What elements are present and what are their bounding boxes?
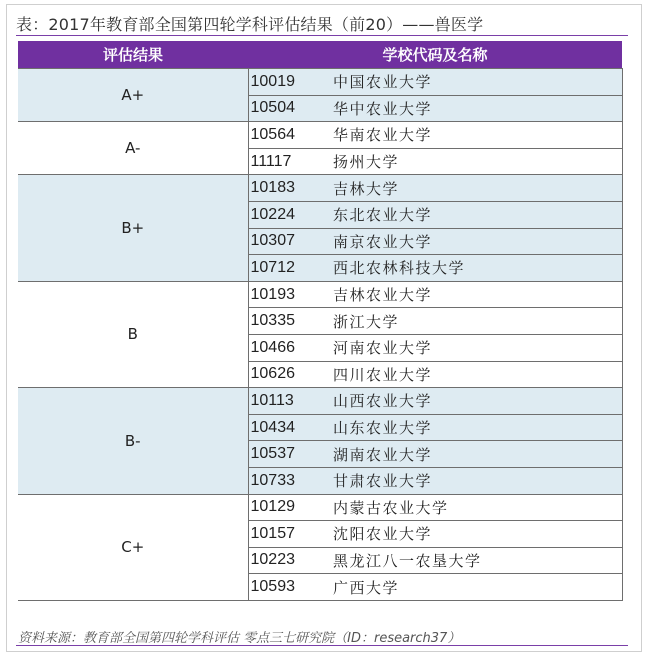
- school-name-cell: 湖南农业大学: [327, 441, 622, 468]
- school-code-cell: 10564: [248, 122, 327, 149]
- school-code-cell: 10157: [248, 521, 327, 548]
- table-row: [18, 175, 622, 202]
- school-code-cell: 10733: [248, 467, 327, 494]
- header-school: 学校代码及名称: [248, 41, 622, 69]
- bottom-rule: [16, 645, 628, 646]
- school-name-cell: 甘肃农业大学: [327, 467, 622, 494]
- school-name-cell: 吉林大学: [327, 175, 622, 202]
- table-row: [18, 494, 622, 521]
- header-row: [18, 41, 622, 69]
- school-code-cell: 10183: [248, 175, 327, 202]
- school-name-cell: 黑龙江八一农垦大学: [327, 547, 622, 574]
- school-name-cell: 西北农林科技大学: [327, 255, 622, 282]
- school-code-cell: 10223: [248, 547, 327, 574]
- school-code-cell: 10019: [248, 69, 327, 96]
- table-row: [18, 388, 622, 415]
- school-name-cell: 东北农业大学: [327, 201, 622, 228]
- school-name-cell: 山东农业大学: [327, 414, 622, 441]
- table-row: [18, 122, 622, 149]
- school-code-cell: 10466: [248, 334, 327, 361]
- school-name-cell: 扬州大学: [327, 148, 622, 175]
- school-name-cell: 河南农业大学: [327, 334, 622, 361]
- school-code-cell: 10504: [248, 95, 327, 122]
- school-name-cell: 沈阳农业大学: [327, 521, 622, 548]
- school-code-cell: 10129: [248, 494, 327, 521]
- school-code-cell: 10537: [248, 441, 327, 468]
- school-name-cell: 吉林农业大学: [327, 281, 622, 308]
- school-code-cell: 10434: [248, 414, 327, 441]
- school-code-cell: 10335: [248, 308, 327, 335]
- grade-cell: B-: [18, 388, 248, 494]
- school-code-cell: 10307: [248, 228, 327, 255]
- school-name-cell: 浙江大学: [327, 308, 622, 335]
- school-code-cell: 10224: [248, 201, 327, 228]
- school-code-cell: 10593: [248, 574, 327, 601]
- table-row: [18, 281, 622, 308]
- school-name-cell: 华中农业大学: [327, 95, 622, 122]
- grade-cell: C+: [18, 494, 248, 600]
- school-code-cell: 11117: [248, 148, 327, 175]
- grade-cell: A-: [18, 122, 248, 175]
- grade-cell: A+: [18, 69, 248, 122]
- table-row: [18, 69, 622, 96]
- school-name-cell: 南京农业大学: [327, 228, 622, 255]
- school-name-cell: 山西农业大学: [327, 388, 622, 415]
- table-title: 表：2017年教育部全国第四轮学科评估结果（前20）——兽医学: [16, 15, 484, 34]
- source-note: 资料来源：教育部全国第四轮学科评估 零点三七研究院（ID：research37）: [18, 631, 461, 646]
- school-name-cell: 华南农业大学: [327, 122, 622, 149]
- school-name-cell: 四川农业大学: [327, 361, 622, 388]
- school-name-cell: 中国农业大学: [327, 69, 622, 96]
- header-grade: 评估结果: [18, 41, 248, 69]
- school-code-cell: 10193: [248, 281, 327, 308]
- school-name-cell: 内蒙古农业大学: [327, 494, 622, 521]
- school-name-cell: 广西大学: [327, 574, 622, 601]
- title-rule: [16, 35, 628, 36]
- grade-cell: B+: [18, 175, 248, 281]
- ranking-table: [18, 41, 623, 601]
- grade-cell: B: [18, 281, 248, 387]
- school-code-cell: 10626: [248, 361, 327, 388]
- school-code-cell: 10113: [248, 388, 327, 415]
- school-code-cell: 10712: [248, 255, 327, 282]
